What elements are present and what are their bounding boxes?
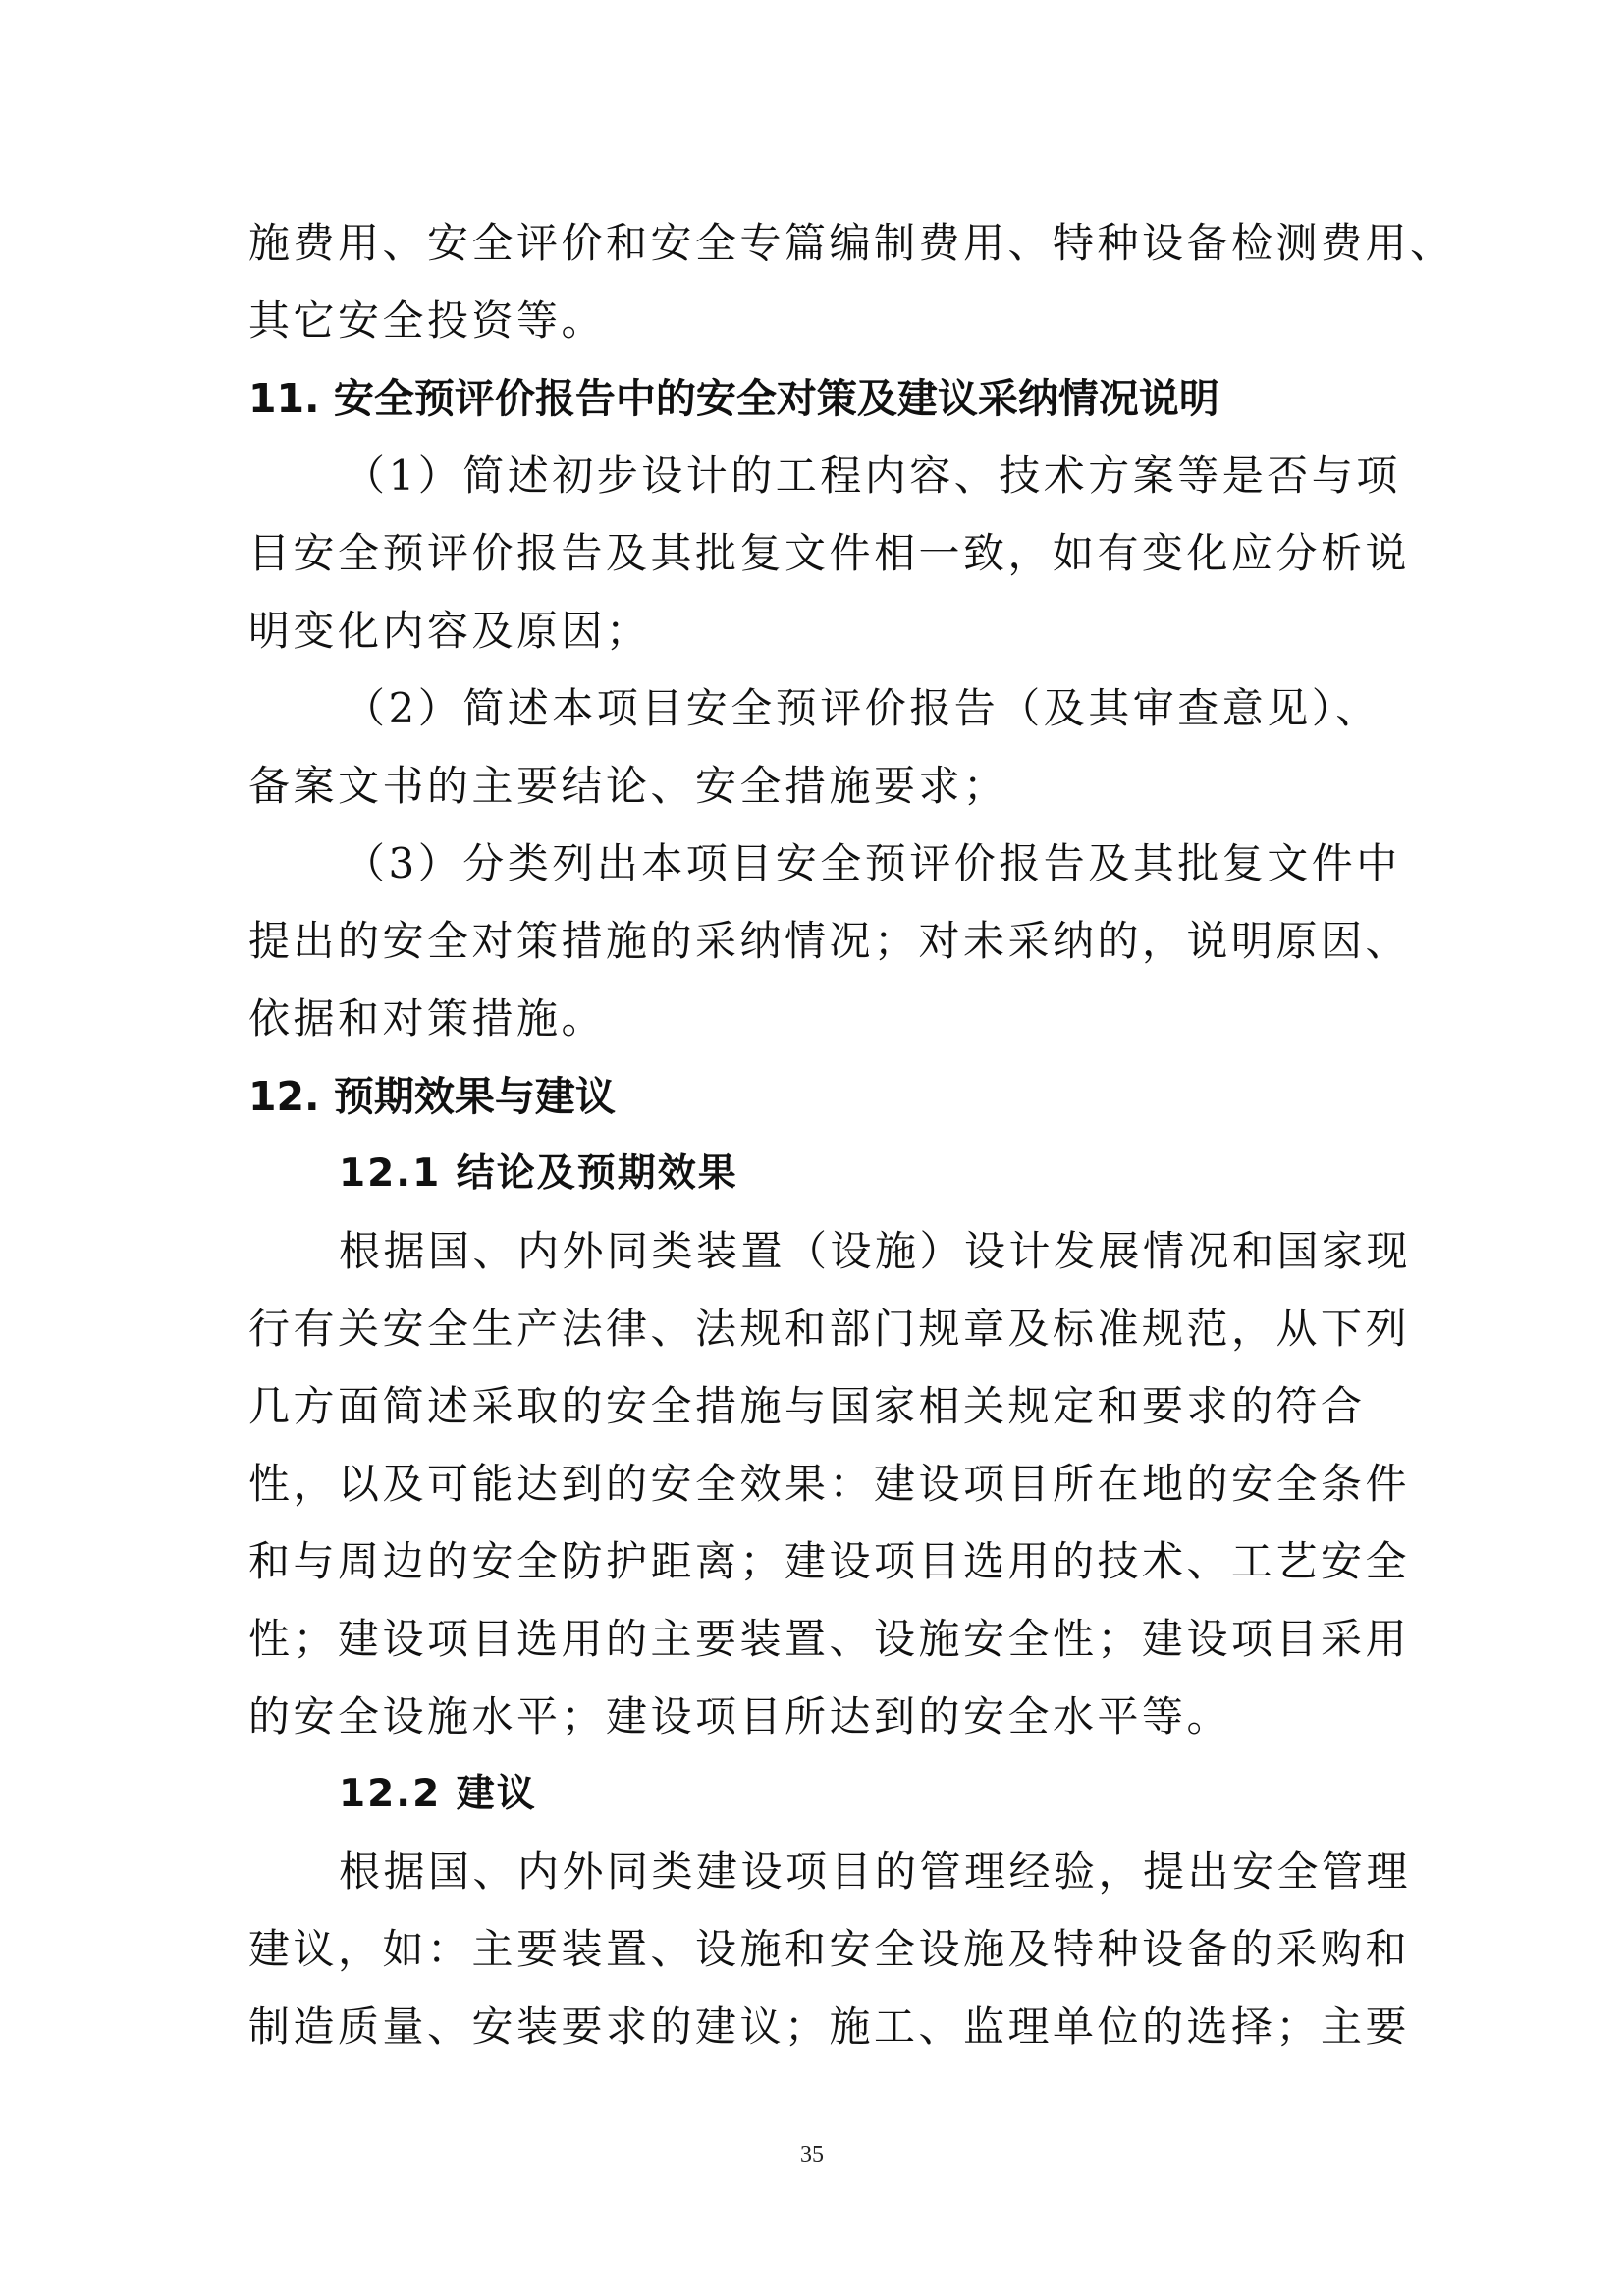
paragraph-line: 提出的安全对策措施的采纳情况；对未采纳的，说明原因、 xyxy=(248,917,1411,965)
subsection-heading-12-1: 12.1 结论及预期效果 xyxy=(339,1151,738,1196)
paragraph-line: （2）简述本项目安全预评价报告（及其审查意见）、 xyxy=(344,684,1380,732)
section-heading-12: 12. 预期效果与建议 xyxy=(248,1073,616,1120)
paragraph-line: 根据国、内外同类装置（设施）设计发展情况和国家现 xyxy=(339,1227,1412,1275)
paragraph-line: 性；建设项目选用的主要装置、设施安全性；建设项目采用 xyxy=(248,1615,1411,1663)
paragraph-line: 目安全预评价报告及其批复文件相一致，如有变化应分析说 xyxy=(248,529,1411,577)
paragraph-line: 施费用、安全评价和安全专篇编制费用、特种设备检测费用、 xyxy=(248,219,1455,267)
paragraph-line: 备案文书的主要结论、安全措施要求； xyxy=(248,762,1008,810)
paragraph-line: 和与周边的安全防护距离；建设项目选用的技术、工艺安全 xyxy=(248,1537,1411,1585)
paragraph-line: 根据国、内外同类建设项目的管理经验，提出安全管理 xyxy=(339,1847,1412,1896)
section-heading-11: 11. 安全预评价报告中的安全对策及建议采纳情况说明 xyxy=(248,375,1219,422)
paragraph-line: 的安全设施水平；建设项目所达到的安全水平等。 xyxy=(248,1692,1232,1740)
subsection-heading-12-2: 12.2 建议 xyxy=(339,1772,537,1816)
paragraph-line: 行有关安全生产法律、法规和部门规章及标准规范，从下列 xyxy=(248,1305,1411,1353)
page-number: 35 xyxy=(800,2142,824,2167)
paragraph-line: 明变化内容及原因； xyxy=(248,607,651,655)
paragraph-line: 依据和对策措施。 xyxy=(248,994,607,1042)
paragraph-line: （3）分类列出本项目安全预评价报告及其批复文件中 xyxy=(344,839,1401,887)
paragraph-line: 其它安全投资等。 xyxy=(248,296,607,345)
paragraph-line: （1）简述初步设计的工程内容、技术方案等是否与项 xyxy=(344,452,1401,500)
paragraph-line: 性，以及可能达到的安全效果：建设项目所在地的安全条件 xyxy=(248,1460,1411,1508)
paragraph-line: 制造质量、安装要求的建议；施工、监理单位的选择；主要 xyxy=(248,2002,1411,2051)
paragraph-line: 建议，如：主要装置、设施和安全设施及特种设备的采购和 xyxy=(248,1925,1411,1973)
paragraph-line: 几方面简述采取的安全措施与国家相关规定和要求的符合 xyxy=(248,1382,1366,1430)
